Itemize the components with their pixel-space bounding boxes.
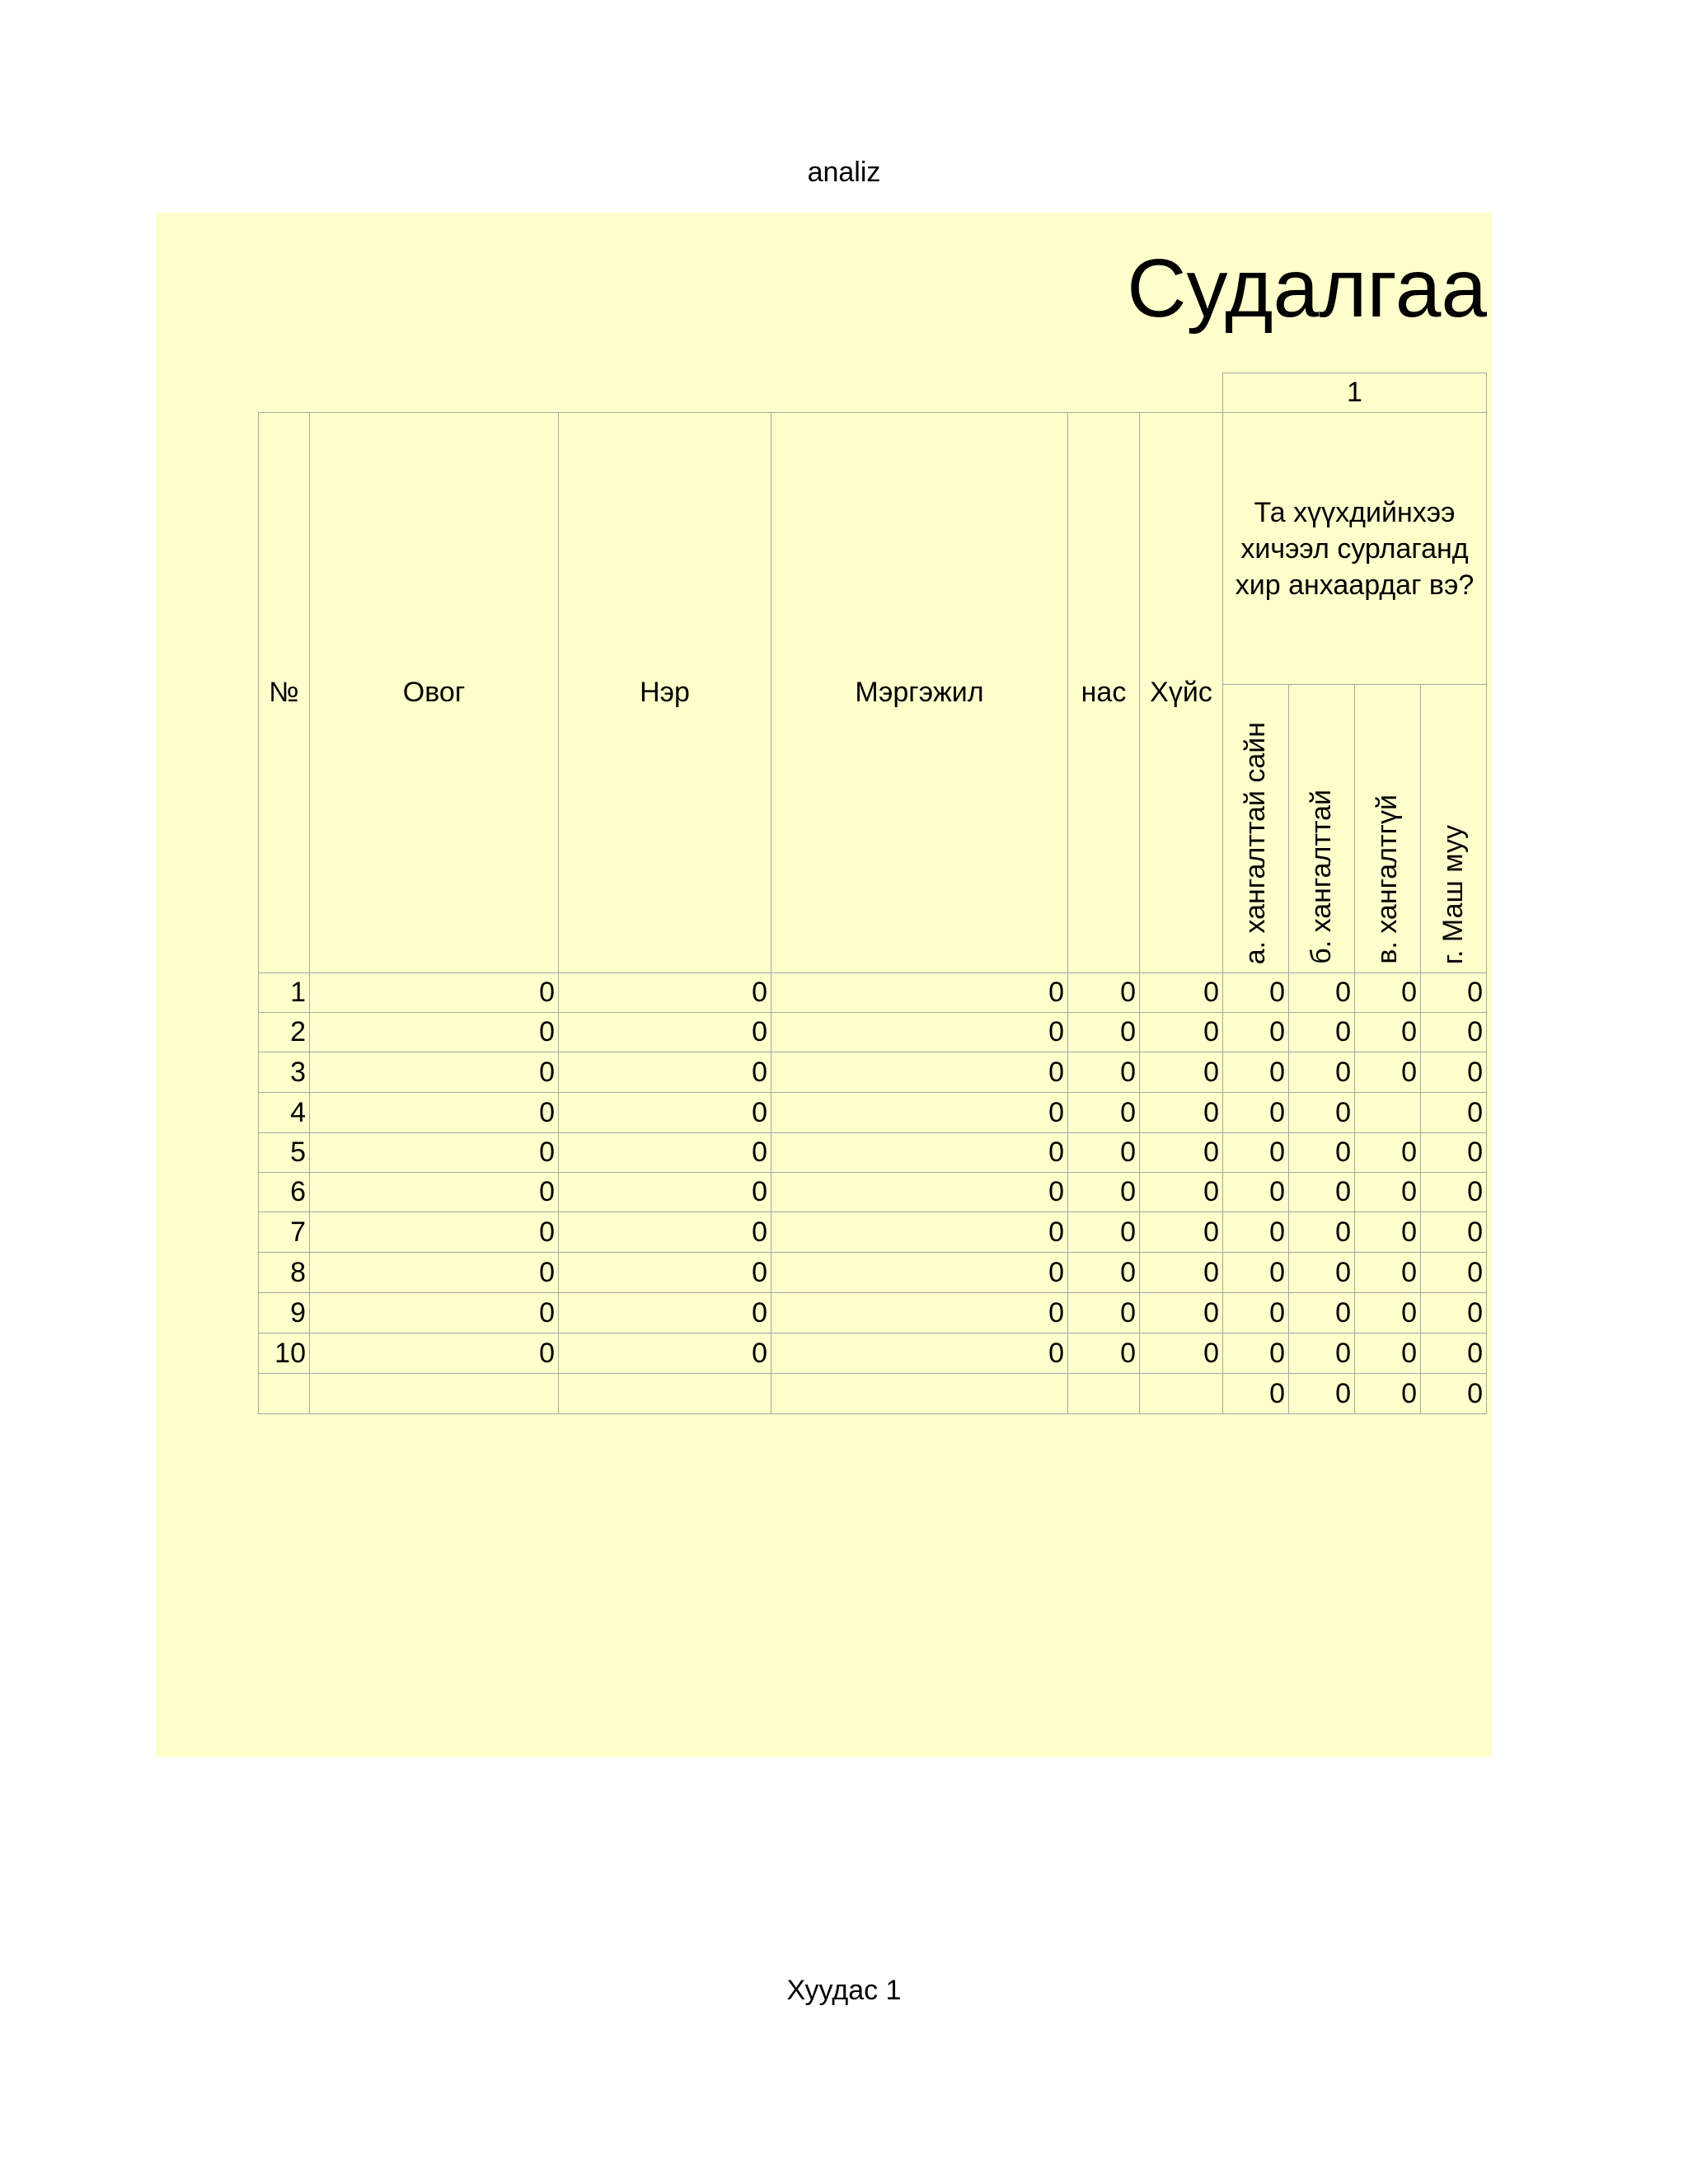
table-cell[interactable]: 0 xyxy=(1068,1212,1140,1253)
table-cell[interactable]: 0 xyxy=(1421,1013,1487,1052)
col-header-name[interactable]: Нэр xyxy=(559,413,771,973)
survey-table xyxy=(258,373,1487,1414)
table-row xyxy=(259,1013,1487,1052)
table-cell[interactable]: 0 xyxy=(1421,1293,1487,1333)
table-cell[interactable]: 2 xyxy=(259,1013,310,1052)
table-row xyxy=(259,1253,1487,1293)
option-d-cell[interactable] xyxy=(1421,685,1487,973)
table-cell[interactable]: 0 xyxy=(771,1293,1068,1333)
table-cell[interactable]: 0 xyxy=(1223,1253,1289,1293)
table-cell[interactable]: 0 xyxy=(1223,1093,1289,1133)
col-header-number[interactable]: № xyxy=(259,413,310,973)
table-cell[interactable]: 0 xyxy=(1421,1093,1487,1133)
table-cell[interactable]: 0 xyxy=(1289,1293,1355,1333)
option-c-cell[interactable] xyxy=(1355,685,1421,973)
table-cell[interactable]: 0 xyxy=(1355,973,1421,1013)
table-cell[interactable]: 0 xyxy=(310,1333,559,1374)
table-cell[interactable]: 0 xyxy=(1140,973,1223,1013)
table-row xyxy=(259,973,1487,1013)
table-row xyxy=(259,1173,1487,1212)
table-cell[interactable]: 0 xyxy=(1421,1133,1487,1173)
option-d-label: г. Маш муу xyxy=(1437,824,1469,964)
table-row xyxy=(259,1133,1487,1173)
table-cell[interactable]: 0 xyxy=(1421,1333,1487,1374)
option-b-cell[interactable] xyxy=(1289,685,1355,973)
col-header-profession[interactable]: Мэргэжил xyxy=(771,413,1068,973)
table-cell[interactable]: 0 xyxy=(1140,1173,1223,1212)
table-cell[interactable]: 0 xyxy=(559,1093,771,1133)
table-cell[interactable]: 0 xyxy=(310,1093,559,1133)
table-cell[interactable]: 0 xyxy=(771,1093,1068,1133)
total-cell[interactable]: 0 xyxy=(1421,1374,1487,1414)
table-cell[interactable]: 0 xyxy=(310,1133,559,1173)
table-cell[interactable]: 0 xyxy=(771,1013,1068,1052)
table-cell[interactable]: 0 xyxy=(1223,1052,1289,1093)
table-cell[interactable]: 0 xyxy=(1421,1253,1487,1293)
table-cell[interactable]: 0 xyxy=(1223,1212,1289,1253)
table-cell[interactable]: 0 xyxy=(771,1253,1068,1293)
table-cell[interactable]: 0 xyxy=(1068,1013,1140,1052)
table-cell[interactable]: 0 xyxy=(559,1333,771,1374)
table-cell[interactable]: 8 xyxy=(259,1253,310,1293)
table-cell[interactable]: 1 xyxy=(259,973,310,1013)
table-cell[interactable]: 0 xyxy=(1355,1052,1421,1093)
table-cell[interactable]: 5 xyxy=(259,1133,310,1173)
table-cell[interactable]: 0 xyxy=(771,1173,1068,1212)
table-cell[interactable]: 0 xyxy=(559,1293,771,1333)
table-cell[interactable]: 0 xyxy=(310,1013,559,1052)
table-cell[interactable]: 0 xyxy=(559,973,771,1013)
table-row xyxy=(259,1052,1487,1093)
table-cell[interactable]: 0 xyxy=(310,1293,559,1333)
total-cell[interactable] xyxy=(259,1374,310,1414)
table-cell[interactable]: 0 xyxy=(1355,1173,1421,1212)
total-cell[interactable] xyxy=(310,1374,559,1414)
table-cell[interactable]: 0 xyxy=(1140,1013,1223,1052)
table-cell[interactable]: 0 xyxy=(1068,1293,1140,1333)
option-b-label: б. хангалттай xyxy=(1306,790,1337,964)
table-cell[interactable]: 0 xyxy=(1068,973,1140,1013)
table-row xyxy=(259,1333,1487,1374)
option-a-label: а. хангалттай сайн xyxy=(1240,721,1271,964)
table-cell[interactable]: 0 xyxy=(1140,1093,1223,1133)
table-cell[interactable]: 0 xyxy=(771,973,1068,1013)
table-cell[interactable]: 0 xyxy=(1289,1013,1355,1052)
total-cell[interactable]: 0 xyxy=(1223,1374,1289,1414)
table-cell[interactable]: 0 xyxy=(1223,1333,1289,1374)
page-footer: Хуудас 1 xyxy=(786,1975,902,2006)
col-header-gender[interactable]: Хүйс xyxy=(1140,413,1223,973)
table-cell[interactable]: 0 xyxy=(310,973,559,1013)
table-cell[interactable]: 0 xyxy=(1289,1253,1355,1293)
table-cell[interactable]: 0 xyxy=(310,1173,559,1212)
table-cell[interactable]: 0 xyxy=(1421,973,1487,1013)
total-cell[interactable] xyxy=(771,1374,1068,1414)
table-cell[interactable]: 0 xyxy=(771,1212,1068,1253)
table-cell[interactable]: 0 xyxy=(771,1052,1068,1093)
table-cell[interactable]: 4 xyxy=(259,1093,310,1133)
col-header-age[interactable]: нас xyxy=(1068,413,1140,973)
table-cell[interactable]: 0 xyxy=(1068,1253,1140,1293)
sheet-title: Судалгаа xyxy=(1127,242,1487,335)
table-cell[interactable]: 0 xyxy=(1355,1293,1421,1333)
table-cell[interactable]: 0 xyxy=(1289,1133,1355,1173)
option-a-cell[interactable] xyxy=(1223,685,1289,973)
table-cell[interactable]: 0 xyxy=(1140,1253,1223,1293)
table-cell[interactable]: 0 xyxy=(310,1212,559,1253)
page-header: analiz xyxy=(807,157,881,188)
total-cell[interactable] xyxy=(559,1374,771,1414)
table-cell[interactable]: 0 xyxy=(771,1333,1068,1374)
table-cell[interactable]: 0 xyxy=(1140,1052,1223,1093)
table-cell[interactable]: 0 xyxy=(1355,1333,1421,1374)
table-cell[interactable]: 0 xyxy=(1223,1173,1289,1212)
table-cell[interactable]: 0 xyxy=(1289,1052,1355,1093)
group-number-row xyxy=(259,373,1487,413)
table-cell[interactable]: 0 xyxy=(1068,1133,1140,1173)
table-cell[interactable]: 0 xyxy=(1355,1013,1421,1052)
table-cell[interactable]: 0 xyxy=(1223,1013,1289,1052)
table-cell[interactable]: 0 xyxy=(1289,1212,1355,1253)
table-cell[interactable]: 0 xyxy=(1355,1133,1421,1173)
table-row xyxy=(259,1293,1487,1333)
totals-row xyxy=(259,1374,1487,1414)
table-cell[interactable]: 0 xyxy=(771,1133,1068,1173)
question-cell[interactable]: Та хүүхдийнхээ хичээл сурлаганд хир анхаардаг вэ? xyxy=(1223,413,1487,685)
option-c-label: в. хангалтгүй xyxy=(1372,794,1403,964)
question-number-cell[interactable]: 1 xyxy=(1223,373,1487,413)
table-cell[interactable]: 0 xyxy=(1068,1052,1140,1093)
table-cell[interactable]: 0 xyxy=(559,1133,771,1173)
table-cell[interactable]: 10 xyxy=(259,1333,310,1374)
table-cell[interactable]: 0 xyxy=(310,1253,559,1293)
table-cell[interactable]: 0 xyxy=(559,1013,771,1052)
table-cell[interactable]: 0 xyxy=(1068,1173,1140,1212)
table-cell[interactable]: 0 xyxy=(1140,1293,1223,1333)
table-cell[interactable]: 0 xyxy=(1289,1333,1355,1374)
table-cell[interactable]: 0 xyxy=(1223,1133,1289,1173)
table-cell[interactable]: 0 xyxy=(559,1253,771,1293)
total-cell[interactable] xyxy=(1140,1374,1223,1414)
table-cell[interactable]: 0 xyxy=(1289,973,1355,1013)
table-cell[interactable]: 0 xyxy=(1289,1093,1355,1133)
total-cell[interactable]: 0 xyxy=(1355,1374,1421,1414)
table-cell[interactable]: 0 xyxy=(1140,1133,1223,1173)
table-cell[interactable]: 0 xyxy=(1289,1173,1355,1212)
table-cell[interactable] xyxy=(1355,1093,1421,1133)
header-row-question xyxy=(259,413,1487,685)
table-cell[interactable]: 7 xyxy=(259,1212,310,1253)
table-cell[interactable]: 0 xyxy=(1140,1212,1223,1253)
table-cell[interactable]: 3 xyxy=(259,1052,310,1093)
table-cell[interactable]: 9 xyxy=(259,1293,310,1333)
spreadsheet-area xyxy=(156,213,1492,1757)
table-cell[interactable]: 0 xyxy=(1421,1212,1487,1253)
table-cell[interactable]: 0 xyxy=(1223,1293,1289,1333)
table-cell[interactable]: 0 xyxy=(1355,1253,1421,1293)
table-cell[interactable]: 0 xyxy=(1355,1212,1421,1253)
col-header-surname[interactable]: Овог xyxy=(310,413,559,973)
table-cell[interactable]: 0 xyxy=(1421,1173,1487,1212)
total-cell[interactable] xyxy=(1068,1374,1140,1414)
total-cell[interactable]: 0 xyxy=(1289,1374,1355,1414)
table-cell[interactable]: 0 xyxy=(1223,973,1289,1013)
table-cell[interactable]: 6 xyxy=(259,1173,310,1212)
table-row xyxy=(259,1212,1487,1253)
table-cell[interactable]: 0 xyxy=(559,1212,771,1253)
table-cell[interactable]: 0 xyxy=(1068,1333,1140,1374)
table-cell[interactable]: 0 xyxy=(559,1173,771,1212)
table-cell[interactable]: 0 xyxy=(310,1052,559,1093)
table-cell[interactable]: 0 xyxy=(1068,1093,1140,1133)
table-cell[interactable]: 0 xyxy=(1140,1333,1223,1374)
table-cell[interactable]: 0 xyxy=(1421,1052,1487,1093)
table-cell[interactable]: 0 xyxy=(559,1052,771,1093)
table-row xyxy=(259,1093,1487,1133)
